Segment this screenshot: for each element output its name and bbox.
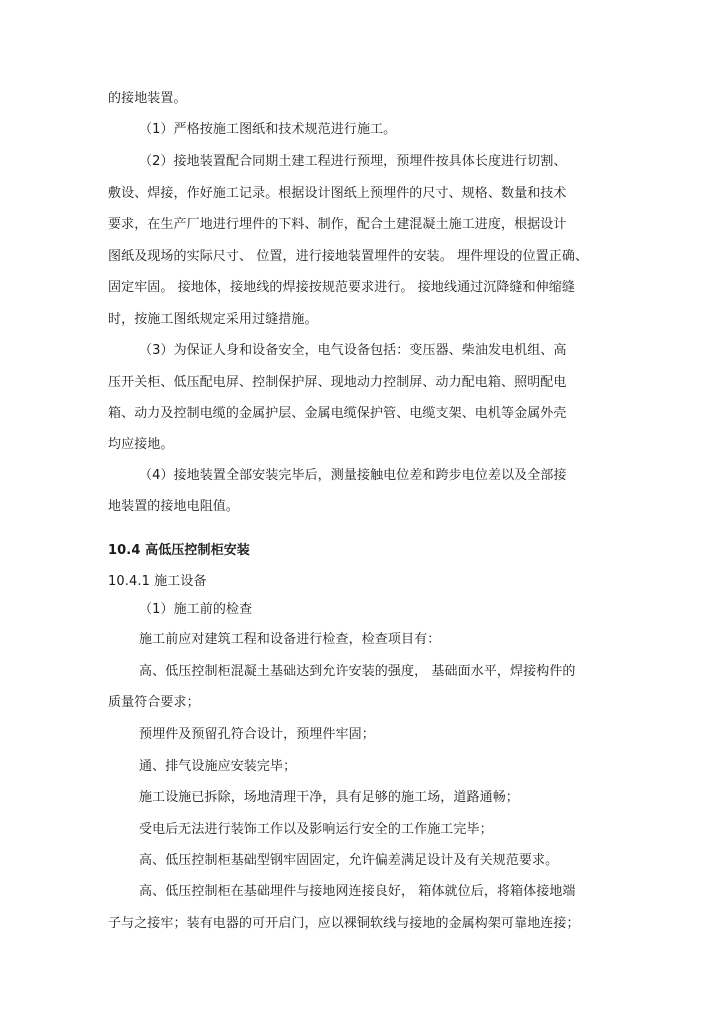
text-line: 通、排气设施应安装完毕； (139, 759, 297, 774)
text-line: （2）接地装置配合同期土建工程进行预埋，预埋件按具体长度进行切割、 (139, 154, 567, 169)
text-line: 敷设、焊接，作好施工记录。根据设计图纸上预埋件的尺寸、规格、数量和技术 (108, 186, 567, 201)
text-line: 高、低压控制柜在基础埋件与接地网连接良好， 箱体就位后，将箱体接地端 (139, 884, 576, 899)
text-line: 子与之接牢；装有电器的可开启门，应以裸铜软线与接地的金属构架可靠地连接； (108, 916, 580, 931)
text-line: 压开关柜、低压配电屏、控制保护屏、现地动力控制屏、动力配电箱、照明配电 (108, 375, 567, 390)
text-line: 要求，在生产厂地进行埋件的下料、制作，配合土建混凝土施工进度，根据设计 (108, 217, 567, 232)
text-line: 时，按施工图纸规定采用过缝措施。 (108, 312, 318, 327)
subsection-heading: 10.4.1 施工设备 (108, 574, 207, 589)
text-line: 受电后无法进行装饰工作以及影响运行安全的工作施工完毕； (139, 822, 493, 837)
text-line: 质量符合要求； (108, 695, 200, 710)
text-line: （1）严格按施工图纸和技术规范进行施工。 (139, 122, 397, 137)
text-line: 施工设施已拆除，场地清理干净，具有足够的施工场，道路通畅； (139, 790, 519, 805)
section-heading: 10.4 高低压控制柜安装 (108, 543, 250, 558)
text-line: 箱、动力及控制电缆的金属护层、金属电缆保护管、电缆支架、电机等金属外壳 (108, 406, 567, 421)
text-line: 预埋件及预留孔符合设计，预埋件牢固； (139, 727, 375, 742)
text-line: 的接地装置。 (108, 91, 187, 106)
text-line: 地装置的接地电阻值。 (108, 499, 240, 514)
text-line: 固定牢固。 接地体，接地线的焊接按规范要求进行。 接地线通过沉降缝和伸缩缝 (108, 280, 575, 295)
text-line: （3）为保证人身和设备安全，电气设备包括：变压器、柴油发电机组、高 (139, 343, 567, 358)
text-line: （1）施工前的检查 (139, 602, 253, 617)
text-line: 高、低压控制柜混凝土基础达到允许安装的强度， 基础面水平，焊接构件的 (139, 664, 576, 679)
text-line: 图纸及现场的实际尺寸、 位置，进行接地装置埋件的安装。 埋件埋设的位置正确、 (108, 249, 589, 264)
text-line: 施工前应对建筑工程和设备进行检查，检查项目有： (139, 632, 441, 647)
text-line: （4）接地装置全部安装完毕后，测量接触电位差和跨步电位差以及全部接 (139, 468, 567, 483)
text-line: 高、低压控制柜基础型钢牢固固定，允许偏差满足设计及有关规范要求。 (139, 853, 559, 868)
text-line: 均应接地。 (108, 437, 174, 452)
